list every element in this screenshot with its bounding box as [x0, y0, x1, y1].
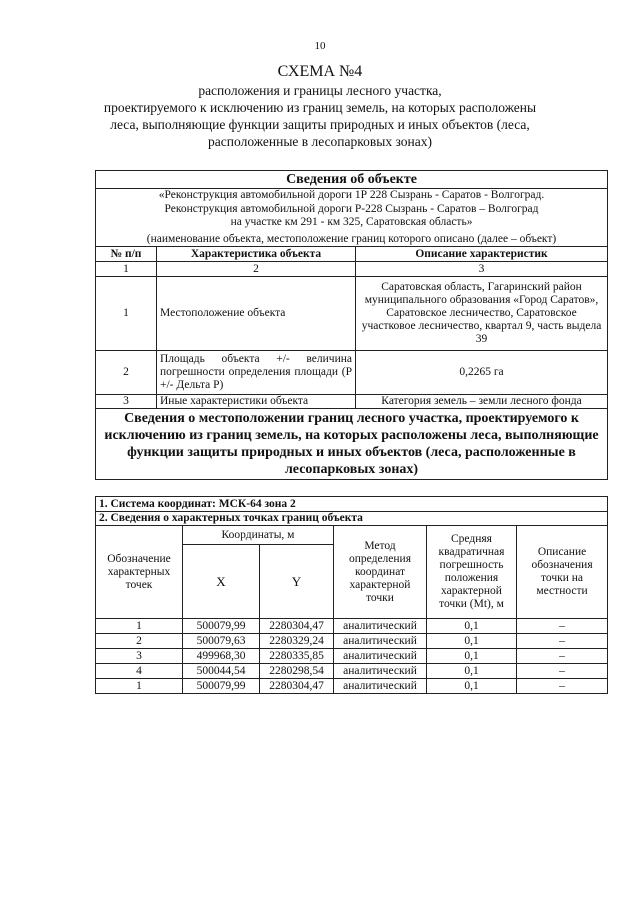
header-x: X	[183, 545, 260, 619]
point-id: 1	[96, 619, 183, 634]
point-x: 500079,99	[183, 679, 260, 694]
header-description: Описание характеристик	[356, 247, 608, 262]
point-id: 1	[96, 679, 183, 694]
header-method: Метод определения координат характерной точки	[334, 526, 427, 619]
object-section-heading: Сведения об объекте	[96, 171, 608, 189]
row-description: Категория земель – земли лесного фонда	[356, 395, 608, 409]
point-accuracy: 0,1	[427, 619, 517, 634]
row-num: 2	[96, 351, 157, 395]
object-name-line: Реконструкция автомобильной дороги Р-228 Сызрань - Саратов – Волгоград	[164, 202, 539, 215]
point-description: –	[517, 649, 608, 664]
coordinates-table	[95, 496, 608, 694]
object-name-line: «Реконструкция автомобильной дороги 1Р 228 Сызрань - Саратов - Волгоград.	[158, 189, 545, 201]
row-num: 3	[96, 395, 157, 409]
table-row	[96, 619, 608, 634]
coord-system: 1. Система координат: МСК-64 зона 2	[96, 497, 608, 512]
document-title	[90, 62, 550, 150]
header-coords: Координаты, м	[183, 526, 334, 545]
title-main: СХЕМА №4	[277, 63, 363, 80]
point-accuracy: 0,1	[427, 679, 517, 694]
point-y: 2280304,47	[260, 679, 334, 694]
point-accuracy: 0,1	[427, 634, 517, 649]
table-row	[96, 664, 608, 679]
object-name	[96, 189, 608, 247]
point-id: 4	[96, 664, 183, 679]
row-characteristic: Местоположение объекта	[157, 277, 356, 351]
row-num: 1	[96, 277, 157, 351]
point-method: аналитический	[334, 619, 427, 634]
row-characteristic: Площадь объекта +/- величина погрешности определения площади (Р +/- Дельта Р)	[157, 351, 356, 395]
page-number: 10	[314, 40, 326, 52]
title-line: леса, выполняющие функции защиты природных и иных объектов (леса,	[110, 117, 530, 132]
title-line: проектируемого к исключению из границ земель, на которых расположены	[103, 100, 537, 115]
point-method: аналитический	[334, 634, 427, 649]
column-number: 1	[96, 262, 157, 277]
object-info-table	[95, 170, 608, 480]
table-row	[96, 634, 608, 649]
point-x: 499968,30	[183, 649, 260, 664]
point-description: –	[517, 619, 608, 634]
points-heading: 2. Сведения о характерных точках границ объекта	[96, 512, 608, 526]
point-x: 500044,54	[183, 664, 260, 679]
row-characteristic: Иные характеристики объекта	[157, 395, 356, 409]
header-characteristic: Характеристика объекта	[157, 247, 356, 262]
point-method: аналитический	[334, 679, 427, 694]
header-accuracy: Средняя квадратичная погрешность положения характерной точки (Mt), м	[427, 526, 517, 619]
point-description: –	[517, 664, 608, 679]
title-line: расположенные в лесопарковых зонах)	[208, 134, 432, 149]
location-section-heading: Сведения о местоположении границ лесного участка, проектируемого к исключению из границ земель, на которых расположены леса, выполняющие функции защиты природных и иных объектов (леса, расположенные в лесопарковых зонах)	[96, 409, 608, 480]
point-x: 500079,99	[183, 619, 260, 634]
point-description: –	[517, 634, 608, 649]
point-method: аналитический	[334, 664, 427, 679]
point-description: –	[517, 679, 608, 694]
header-num: № п/п	[96, 247, 157, 262]
object-name-line: на участке км 291 - км 325, Саратовская область»	[230, 216, 473, 228]
row-description: 0,2265 га	[356, 351, 608, 395]
table-row	[96, 679, 608, 694]
point-x: 500079,63	[183, 634, 260, 649]
row-description: Саратовская область, Гагаринский район муниципального образования «Город Саратов», Саратовское лесничество, Саратовское участковое лесничество, квартал 9, часть выдела 39	[356, 277, 608, 351]
header-y: Y	[260, 545, 334, 619]
table-row	[96, 649, 608, 664]
point-method: аналитический	[334, 649, 427, 664]
point-y: 2280298,54	[260, 664, 334, 679]
point-accuracy: 0,1	[427, 649, 517, 664]
point-y: 2280304,47	[260, 619, 334, 634]
header-description: Описание обозначения точки на местности	[517, 526, 608, 619]
title-line: расположения и границы лесного участка,	[198, 83, 442, 98]
column-number: 3	[356, 262, 608, 277]
header-point: Обозначение характерных точек	[96, 526, 183, 619]
object-name-note: (наименование объекта, местоположение границ которого описано (далее – объект)	[146, 232, 557, 245]
column-number: 2	[157, 262, 356, 277]
point-y: 2280329,24	[260, 634, 334, 649]
point-accuracy: 0,1	[427, 664, 517, 679]
point-id: 2	[96, 634, 183, 649]
point-y: 2280335,85	[260, 649, 334, 664]
point-id: 3	[96, 649, 183, 664]
